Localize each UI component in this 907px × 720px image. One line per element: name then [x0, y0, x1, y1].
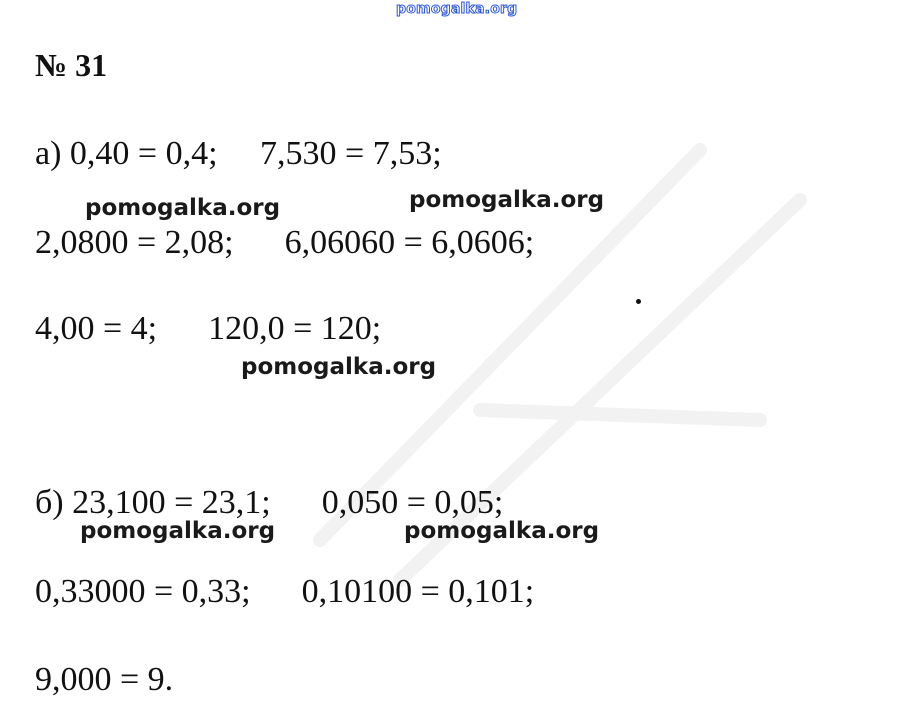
part-a-line-1: а) 0,40 = 0,4; 7,530 = 7,53;: [35, 135, 442, 172]
part-b-line-3: 9,000 = 9.: [35, 661, 174, 698]
part-a-line-2: 2,0800 = 2,08; 6,06060 = 6,0606;: [35, 224, 535, 261]
part-b-line-1: б) 23,100 = 23,1; 0,050 = 0,05;: [35, 484, 504, 521]
watermark-text: pomogalka.org: [80, 518, 276, 544]
stray-dot: [636, 299, 641, 304]
watermark-text: pomogalka.org: [409, 187, 605, 213]
watermark-text: pomogalka.org: [241, 354, 437, 380]
problem-number: № 31: [35, 47, 108, 83]
watermark-text: pomogalka.org: [404, 518, 600, 544]
part-a-line-3: 4,00 = 4; 120,0 = 120;: [35, 310, 382, 347]
part-b-line-2: 0,33000 = 0,33; 0,10100 = 0,101;: [35, 573, 535, 610]
site-watermark-top: pomogalka.org: [396, 1, 518, 17]
watermark-text: pomogalka.org: [85, 195, 281, 221]
